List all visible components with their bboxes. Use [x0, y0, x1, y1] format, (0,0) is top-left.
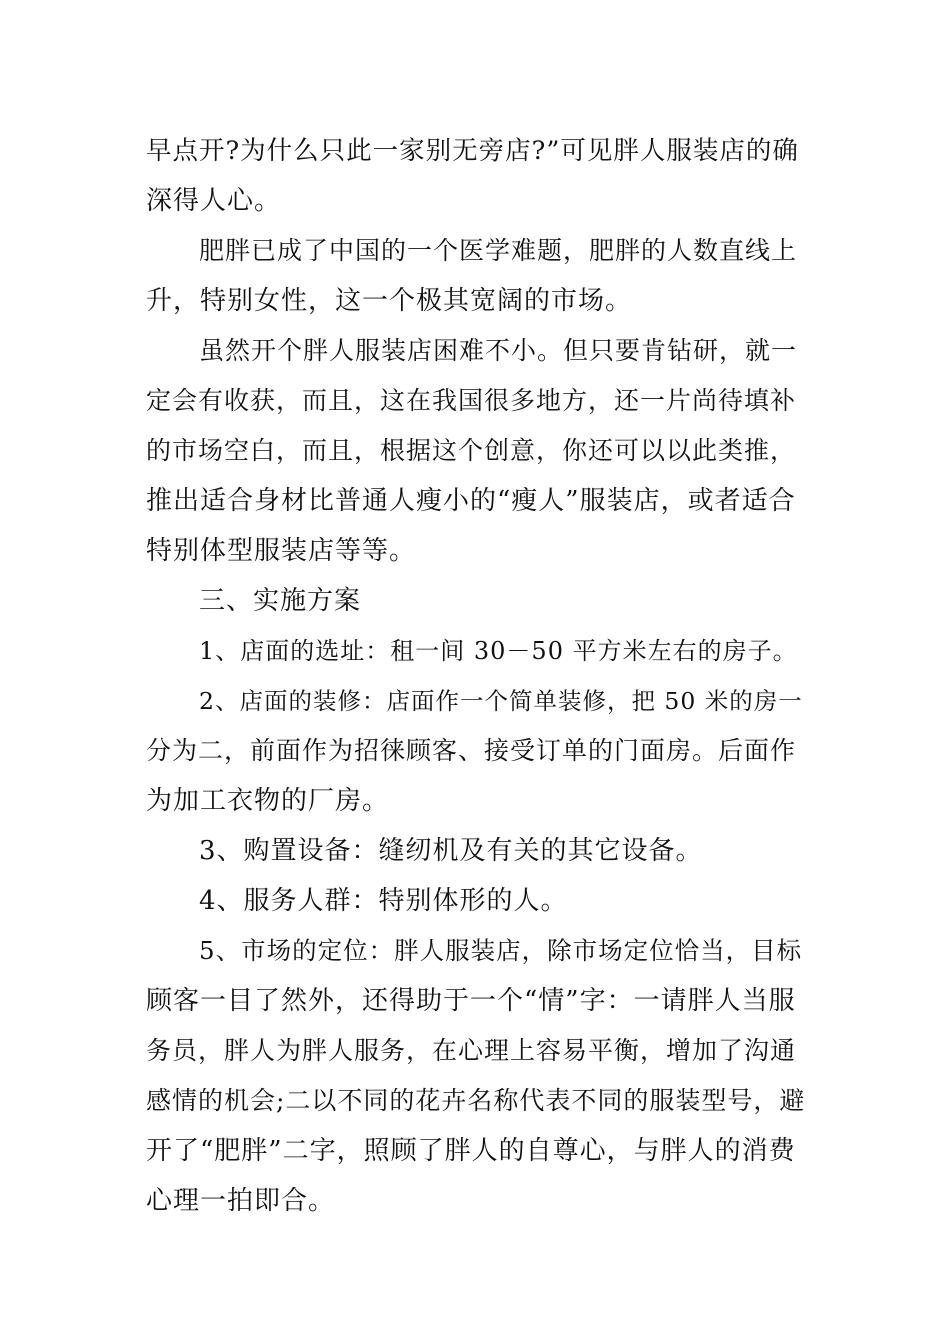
text-line: 肥胖已成了中国的一个医学难题，肥胖的人数直线上 [199, 236, 798, 265]
text-line: 开了“肥胖”二字，照顾了胖人的自尊心，与胖人的消费 [146, 1136, 796, 1166]
text-line: 感情的机会;二以不同的花卉名称代表不同的服装型号，避 [146, 1086, 806, 1115]
list-item: 5、市场的定位：胖人服装店，除市场定位恰当，目标 [199, 936, 803, 965]
text-line: 特别体型服装店等等。 [146, 536, 417, 566]
text-line: 推出适合身材比普通人瘦小的“瘦人”服装店，或者适合 [146, 486, 796, 516]
text-line: 升，特别女性，这一个极其宽阔的市场。 [146, 286, 633, 316]
text-line: 定会有收获，而且，这在我国很多地方，还一片尚待填补 [146, 386, 797, 415]
list-item: 1、店面的选址：租一间 30－50 平方米左右的房子。 [199, 637, 798, 665]
list-item: 3、购置设备：缝纫机及有关的其它设备。 [199, 836, 703, 866]
text-line: 深得人心。 [146, 186, 282, 216]
text-line: 虽然开个胖人服装店困难不小。但只要肯钻研，就一 [199, 336, 798, 365]
list-item: 4、服务人群：特别体形的人。 [199, 886, 568, 916]
list-item: 2、店面的装修：店面作一个简单装修，把 50 米的房一 [199, 687, 803, 715]
text-line: 早点开?为什么只此一家别无旁店?”可见胖人服装店的确 [146, 136, 799, 166]
text-line: 分为二，前面作为招徕顾客、接受订单的门面房。后面作 [146, 736, 797, 765]
text-line: 顾客一目了然外，还得助于一个“情”字：一请胖人当服 [146, 986, 796, 1016]
text-line: 的市场空白，而且，根据这个创意，你还可以以此类推， [146, 436, 797, 465]
text-line: 心理一拍即合。 [146, 1186, 336, 1216]
text-line: 务员，胖人为胖人服务，在心理上容易平衡，增加了沟通 [146, 1036, 797, 1065]
text-line: 为加工衣物的厂房。 [146, 786, 390, 816]
section-heading: 三、实施方案 [199, 586, 362, 616]
